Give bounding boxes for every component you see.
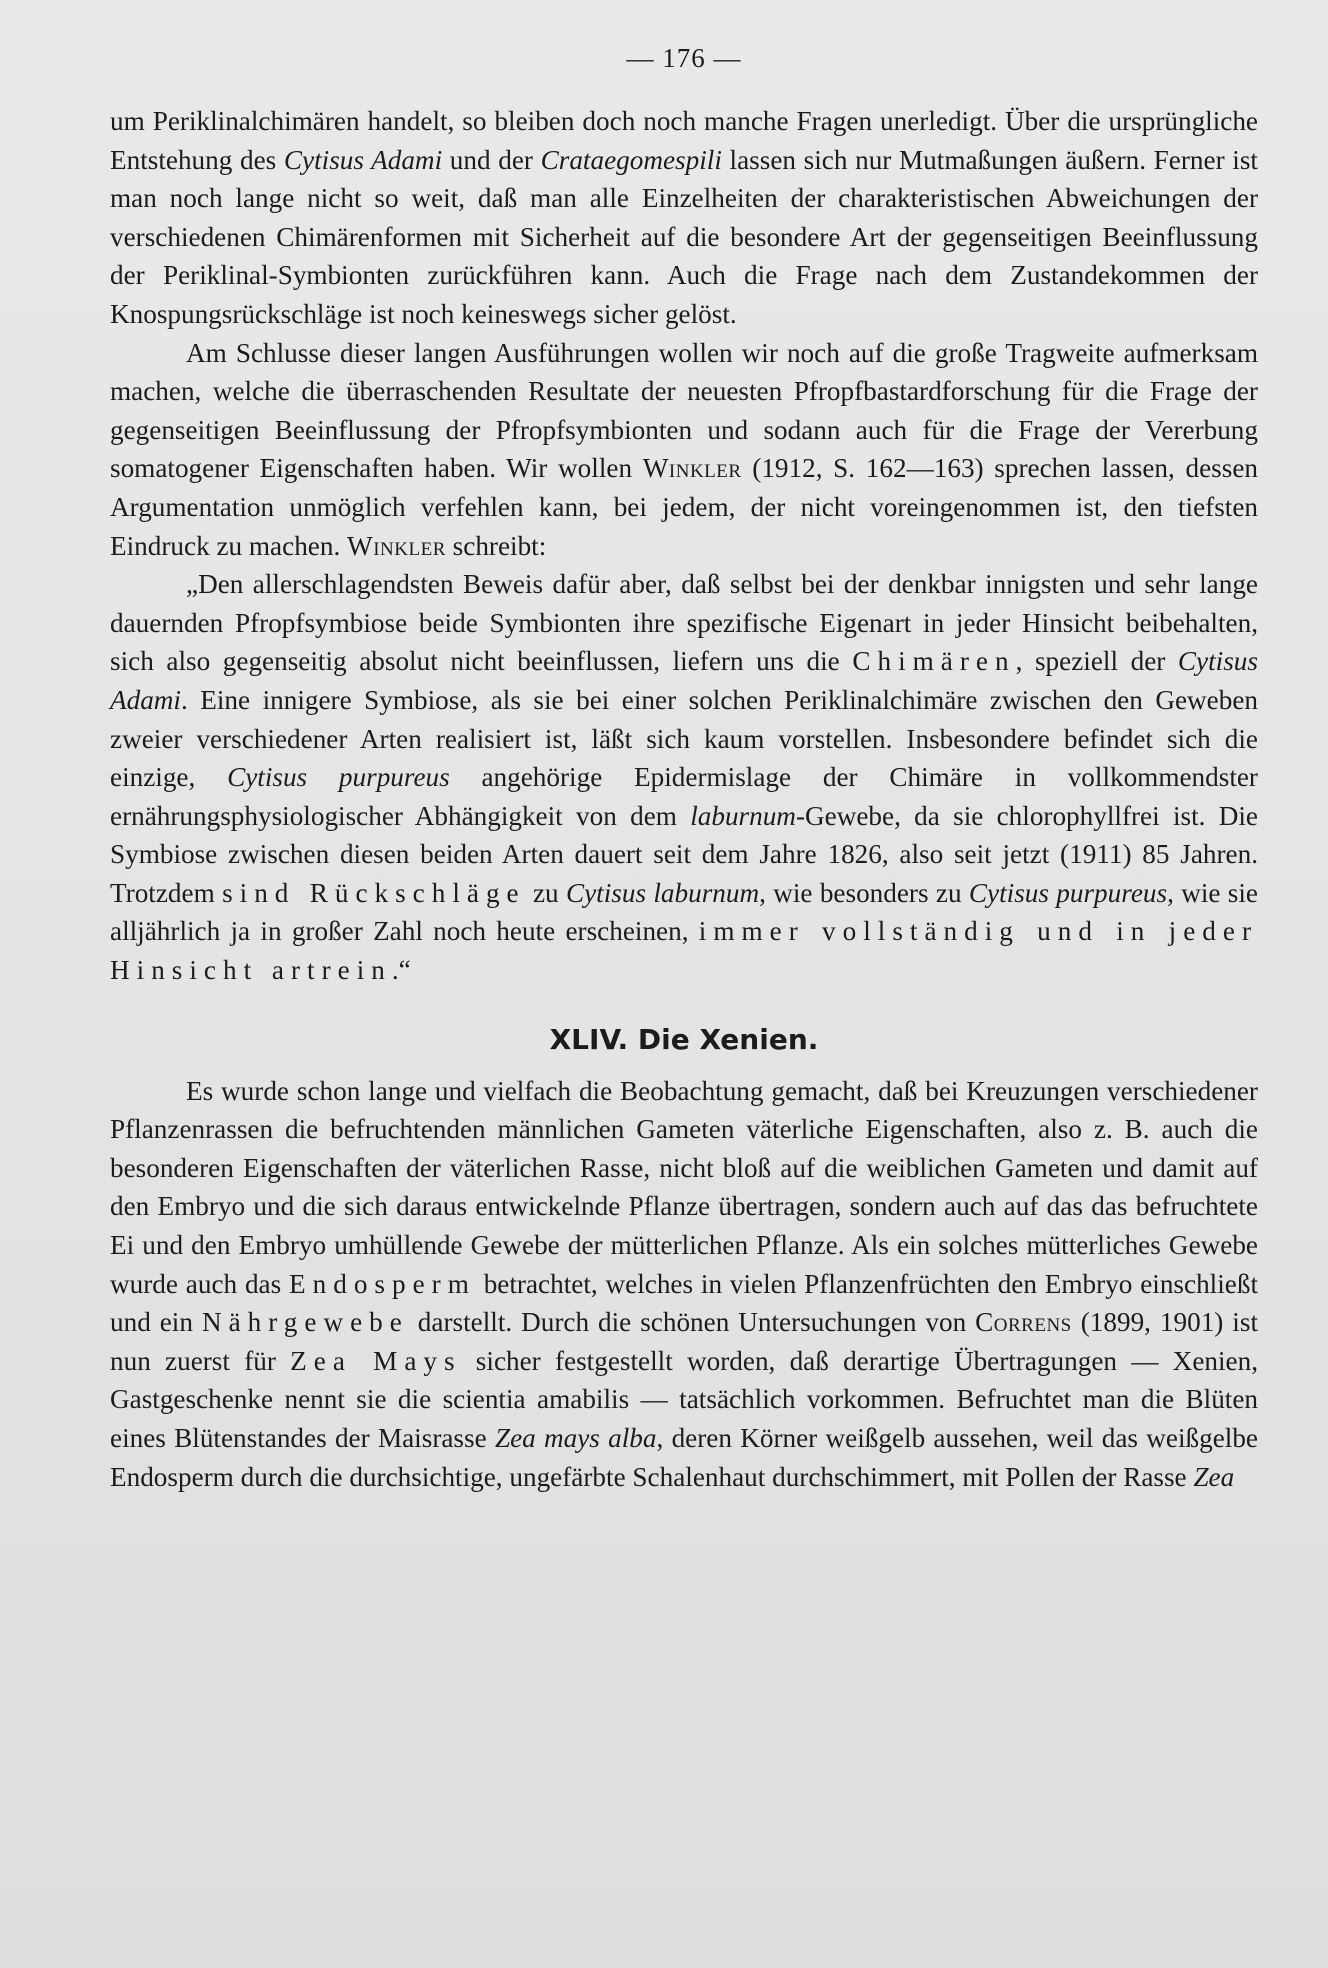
text-run: um Periklinalchimären handelt, so bleiben doch noch manche Fragen unerledigt. Über die ursprüngliche Entstehung des: [110, 106, 1258, 175]
text-run: , wie sie alljährlich ja in großer Zahl noch heute erscheinen,: [110, 877, 1258, 947]
italic-term: Zea mays alba: [494, 1423, 657, 1453]
italic-term: laburnum: [690, 800, 796, 831]
text-run: (1899, 1901) ist nun zuerst für: [110, 1307, 1258, 1376]
spaced-emphasis: Endosperm: [289, 1268, 476, 1299]
text-run: zu: [525, 877, 566, 908]
spaced-emphasis: Chimären: [852, 646, 1016, 677]
spaced-emphasis: sind Rückschläge: [222, 877, 526, 908]
text-run: , deren Körner weißgelb aussehen, weil das weißgelbe Endosperm durch die durchsichtige, ungefärbte Schalenhaut durchschimmert, mit Pollen der Rasse: [110, 1423, 1258, 1492]
text-run: . Eine innigere Symbiose, als sie bei einer solchen Periklinalchimäre zwischen den Geweben zweier verschiedener Arten realisiert ist, läßt sich kaum vorstellen. Insbesondere befindet sich die einzige,: [110, 684, 1258, 793]
text-run: sicher festgestellt worden, daß derartige Übertragungen — Xenien, Gastgeschenke nennt sie die scientia amabilis — tatsächlich vorkommen. Befruchtet man die Blüten eines Blütenstandes der Maisrasse: [110, 1345, 1258, 1453]
italic-term: Cytisus purpureus: [968, 877, 1168, 908]
spaced-emphasis: Zea Mays: [290, 1345, 462, 1376]
text-run: betrachtet, welches in vielen Pflanzenfrüchten den Embryo einschließt und ein: [110, 1268, 1258, 1338]
text-run: schreibt:: [445, 530, 547, 561]
text-run: angehörige Epidermislage der Chimäre in vollkommendster ernährungsphysiologischer Abhängigkeit von dem: [110, 762, 1258, 831]
italic-term: Cytisus laburnum: [565, 877, 760, 908]
text-run: „Den allerschlagendsten Beweis dafür aber, daß selbst bei der denkbar innigsten und sehr lange dauernden Pfropfsymbiose beide Symbionten ihre spezifische Eigenart in jeder Hinsicht beibehalten, sich also gegenseitig absolut nicht beeinflussen, liefern uns die: [110, 569, 1258, 677]
italic-term: Cytisus Adami: [110, 646, 1258, 715]
text-run: lassen sich nur Mutmaßungen äußern. Ferner ist man noch lange nicht so weit, daß man alle Einzelheiten der charakteristischen Abweichungen der verschiedenen Chimärenformen mit Sicherheit auf die besondere Art der gegenseitigen Beeinflussung der Periklinal-Symbionten zurückführen kann. Auch die Frage nach dem Zustandekommen der Knospungsrückschläge ist noch keineswegs sicher gelöst.: [110, 144, 1258, 329]
text-run: , speziell der: [1015, 646, 1178, 677]
paragraph-4: [110, 1072, 1258, 1497]
text-run: darstellt. Durch die schönen Untersuchungen von: [408, 1307, 976, 1338]
paragraph-1: [110, 102, 1258, 334]
spaced-emphasis: Nährgewebe: [201, 1307, 409, 1338]
text-run: .“: [391, 955, 411, 986]
italic-term: Cytisus purpureus: [227, 762, 450, 793]
author-name: Winkler: [642, 453, 742, 484]
text-run: und der: [442, 144, 541, 175]
spaced-emphasis: immer vollständig und in jeder Hinsicht artrein: [110, 916, 1258, 986]
author-name: Winkler: [347, 530, 446, 561]
author-name: Correns: [975, 1307, 1072, 1338]
quotation-paragraph: [110, 565, 1258, 990]
italic-term: Crataegomespili: [540, 144, 722, 175]
page-number: — 176 —: [626, 43, 742, 73]
text-run: Es wurde schon lange und vielfach die Beobachtung gemacht, daß bei Kreuzungen verschiedener Pflanzenrassen die befruchtenden männlichen Gameten väterliche Eigenschaften, also z. B. auch die besonderen Eigenschaften der väterlichen Rasse, nicht bloß auf die weiblichen Gameten und damit auf den Embryo und die sich daraus entwickelnde Pflanze übertragen, sondern auch auf das das befruchtete Ei und den Embryo umhüllende Gewebe der mütterlichen Pflanze. Als ein solches mütterliches Gewebe wurde auch das: [110, 1075, 1258, 1299]
italic-term: Zea: [1193, 1461, 1235, 1492]
text-run: Am Schlusse dieser langen Ausführungen wollen wir noch auf die große Tragweite aufmerksam machen, welche die überraschenden Resultate der neuesten Pfropfbastardforschung für die Frage der gegenseitigen Beeinflussung der Pfropfsymbionten und sodann auch für die Frage der Vererbung somatogener Eigenschaften haben. Wir wollen: [110, 337, 1258, 484]
paragraph-2: [110, 334, 1258, 566]
text-run: -Gewebe, da sie chlorophyllfrei ist. Die Symbiose zwischen diesen beiden Arten dauert seit dem Jahre 1826, also seit jetzt (1911) 85 Jahren. Trotzdem: [110, 800, 1258, 908]
italic-term: Cytisus Adami: [283, 144, 443, 175]
text-run: (1912, S. 162—163) sprechen lassen, dessen Argumentation unmöglich verfehlen kann, bei jedem, der nicht voreingenommen ist, den tiefsten Eindruck zu machen.: [110, 453, 1258, 561]
section-heading: XLIV. Die Xenien.: [549, 1022, 819, 1056]
text-run: , wie besonders zu: [759, 877, 969, 908]
